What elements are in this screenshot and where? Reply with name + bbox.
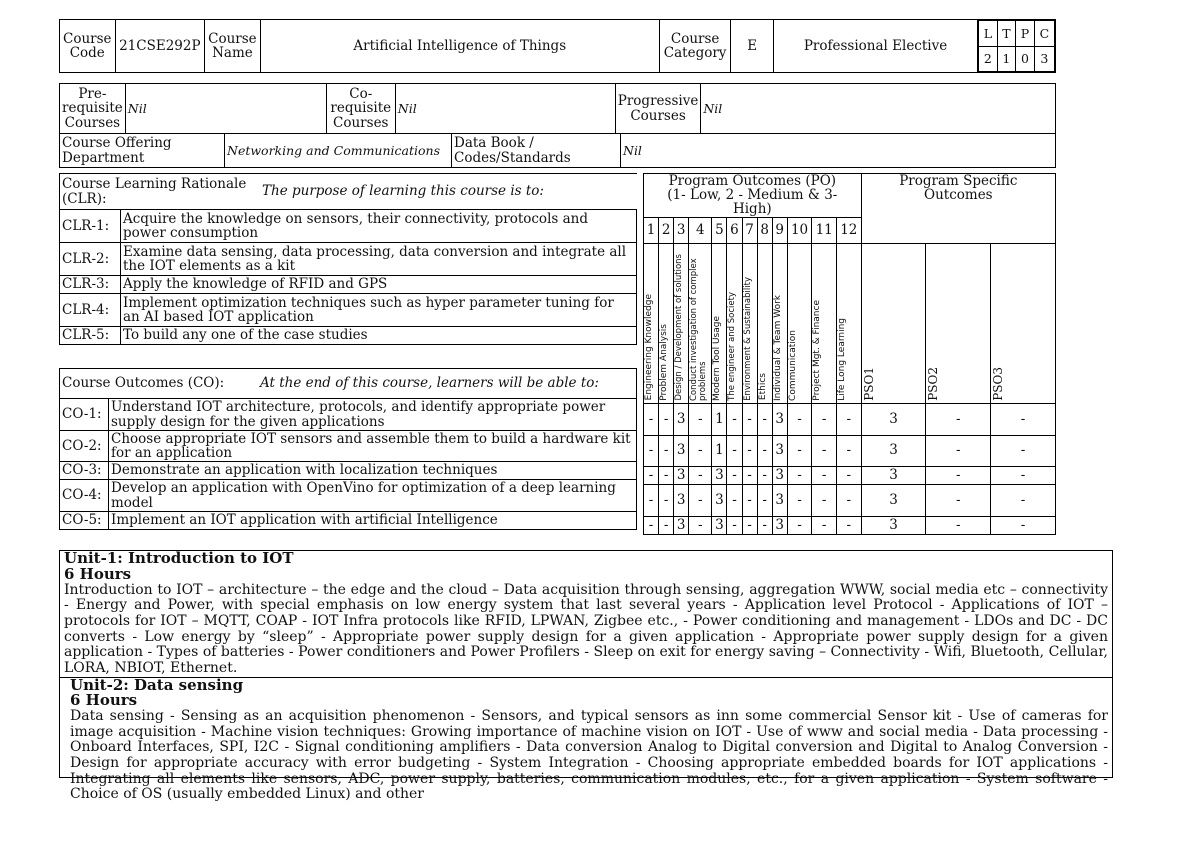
- corequisite-value: Nil: [395, 84, 615, 134]
- po-matrix-cell: -: [926, 435, 991, 466]
- course-name-label: Course Name: [205, 20, 261, 73]
- po-matrix-cell: 3: [674, 484, 689, 516]
- po-matrix-cell: -: [836, 435, 861, 466]
- clr-purpose: The purpose of learning this course is to:: [262, 183, 544, 200]
- po-matrix-cell: 3: [674, 516, 689, 534]
- po-scale: (1- Low, 2 - Medium & 3- High): [667, 187, 838, 218]
- po-matrix-cell: -: [644, 484, 659, 516]
- ltpc-label: P: [1016, 21, 1035, 47]
- po-matrix-cell: 3: [861, 403, 926, 435]
- po-matrix-cell: -: [991, 484, 1056, 516]
- unit-block: [60, 675, 1112, 803]
- po-name: Individual & Team Work: [772, 294, 783, 401]
- pso-name: PSO2: [926, 366, 941, 401]
- clr-text: Acquire the knowledge on sensors, their connectivity, protocols and power consumption: [121, 210, 637, 243]
- course-code-label: Course Code: [60, 20, 116, 73]
- po-matrix-cell: -: [757, 466, 772, 484]
- po-matrix-row: [644, 403, 1056, 435]
- clr-text: Implement optimization techniques such as hyper parameter tuning for an AI based IOT application: [121, 294, 637, 327]
- co-purpose: At the end of this course, learners will be able to:: [260, 375, 599, 392]
- po-matrix-cell: -: [727, 403, 742, 435]
- po-matrix-cell: -: [659, 466, 674, 484]
- clr-code: CLR-5:: [60, 327, 121, 345]
- po-number: 1: [644, 217, 659, 243]
- unit-title: Unit-1: Introduction to IOT: [64, 549, 294, 567]
- po-matrix-cell: 1: [712, 435, 727, 466]
- po-name-cell: [644, 243, 659, 403]
- co-code: CO-5:: [60, 512, 109, 530]
- pso-name-cell: [991, 243, 1056, 403]
- clr-code: CLR-2:: [60, 243, 121, 276]
- po-matrix-cell: -: [689, 516, 712, 534]
- co-text: Choose appropriate IOT sensors and assemble them to build a hardware kit for an application: [109, 431, 637, 462]
- po-matrix-cell: 3: [712, 484, 727, 516]
- po-name-cell: [836, 243, 861, 403]
- clr-text: Examine data sensing, data processing, data conversion and integrate all the IOT elements as a kit: [121, 243, 637, 276]
- po-matrix-cell: -: [787, 516, 812, 534]
- unit-hours: 6 Hours: [70, 691, 138, 710]
- po-matrix-cell: -: [757, 516, 772, 534]
- po-matrix-cell: 3: [712, 466, 727, 484]
- po-matrix-cell: -: [742, 403, 757, 435]
- po-matrix-cell: 3: [674, 466, 689, 484]
- po-matrix-cell: -: [742, 484, 757, 516]
- po-matrix-cell: -: [836, 466, 861, 484]
- po-matrix-cell: -: [689, 435, 712, 466]
- po-matrix-row: [644, 435, 1056, 466]
- po-name-cell: [757, 243, 772, 403]
- po-matrix-cell: -: [787, 403, 812, 435]
- po-matrix-cell: -: [644, 403, 659, 435]
- co-table: [59, 368, 637, 530]
- po-number: 11: [812, 217, 837, 243]
- po-matrix-table: [643, 173, 1056, 535]
- co-code: CO-1:: [60, 399, 109, 431]
- po-matrix-cell: -: [659, 516, 674, 534]
- pso-title: Program Specific Outcomes: [861, 174, 1055, 244]
- corequisite-label: Co-requisite Courses: [326, 84, 395, 134]
- department-value: Networking and Communications: [225, 134, 452, 168]
- po-matrix-cell: -: [926, 403, 991, 435]
- po-matrix-cell: -: [689, 403, 712, 435]
- co-text: Understand IOT architecture, protocols, and identify appropriate power supply design for the given applications: [109, 399, 637, 431]
- po-name: Project Mgt. & Finance: [812, 299, 823, 401]
- po-matrix-cell: 3: [772, 516, 787, 534]
- clr-code: CLR-4:: [60, 294, 121, 327]
- po-name: Modern Tool Usage: [712, 315, 723, 401]
- prerequisite-label: Pre-requisite Courses: [60, 84, 126, 134]
- clr-code: CLR-3:: [60, 276, 121, 294]
- prerequisite-value: Nil: [125, 84, 326, 134]
- po-matrix-row: [644, 516, 1056, 534]
- unit-text: Data sensing - Sensing as an acquisition phenomenon - Sensors, and typical sensors as inn some commercial Sensor kit - Use of cameras for image acquisition - Machine vision techniques: Growing importance of machine vision on IOT - Use of www and social media - Data processing - Onboard Interfaces, SPI, I2C - Signal conditioning amplifiers - Data conversion Analog to Digital conversion and Digital to Analog Conversion - Design for appropriate accuracy with error budgeting - System Integration - Choosing appropriate embedded boards for IOT applications - Integrating all elements like sensors, ADC, power supply, batteries, communication modules, etc., for a given application - System software - Choice of OS (usually embedded Linux) and other: [70, 708, 1108, 803]
- co-header: [60, 369, 637, 399]
- clr-label: Course Learning Rationale (CLR):: [62, 176, 247, 207]
- po-matrix-cell: 3: [712, 516, 727, 534]
- databook-value: Nil: [621, 134, 1056, 168]
- po-matrix-cell: -: [727, 466, 742, 484]
- po-number: 4: [689, 217, 712, 243]
- ltpc-value: 2: [979, 46, 997, 72]
- co-code: CO-2:: [60, 431, 109, 462]
- po-matrix-row: [644, 466, 1056, 484]
- course-category: E: [731, 20, 774, 73]
- co-text: Demonstrate an application with localization techniques: [109, 462, 637, 480]
- co-label: Course Outcomes (CO):: [62, 375, 225, 392]
- po-matrix-row: [644, 484, 1056, 516]
- clr-text: To build any one of the case studies: [121, 327, 637, 345]
- po-matrix-cell: -: [812, 516, 837, 534]
- po-matrix-cell: -: [742, 466, 757, 484]
- course-header-table: [59, 19, 1056, 73]
- po-name-cell: [772, 243, 787, 403]
- po-matrix-cell: 3: [772, 403, 787, 435]
- po-matrix-cell: -: [836, 484, 861, 516]
- clr-header: [60, 174, 637, 210]
- po-matrix-cell: -: [757, 484, 772, 516]
- po-matrix-cell: 3: [861, 435, 926, 466]
- po-name: Life Long Learning: [836, 317, 847, 401]
- co-code: CO-4:: [60, 480, 109, 512]
- co-code: CO-3:: [60, 462, 109, 480]
- po-matrix-cell: 3: [861, 484, 926, 516]
- po-name: Engineering Knowledge: [644, 294, 654, 401]
- pso-name: PSO1: [861, 366, 876, 401]
- ltpc-label: L: [979, 21, 997, 47]
- po-matrix-cell: -: [757, 435, 772, 466]
- unit-title: Unit-2: Data sensing: [70, 675, 244, 694]
- po-matrix-cell: -: [742, 435, 757, 466]
- po-name-cell: [812, 243, 837, 403]
- po-name-cell: [712, 243, 727, 403]
- po-number: 10: [787, 217, 812, 243]
- course-code: 21CSE292P: [115, 20, 205, 73]
- progressive-value: Nil: [701, 84, 1056, 134]
- co-text: Implement an IOT application with artificial Intelligence: [109, 512, 637, 530]
- po-matrix-cell: 3: [674, 435, 689, 466]
- department-table: [59, 133, 1056, 168]
- po-matrix-cell: -: [727, 435, 742, 466]
- clr-code: CLR-1:: [60, 210, 121, 243]
- po-matrix-cell: -: [926, 466, 991, 484]
- ltpc-label: C: [1034, 21, 1054, 47]
- po-matrix-cell: -: [836, 516, 861, 534]
- pso-name: PSO3: [991, 366, 1006, 401]
- co-text: Develop an application with OpenVino for optimization of a deep learning model: [109, 480, 637, 512]
- po-title: Program Outcomes (PO): [668, 173, 837, 189]
- ltpc-value: 0: [1016, 46, 1035, 72]
- clr-text: Apply the knowledge of RFID and GPS: [121, 276, 637, 294]
- clr-table: [59, 173, 637, 345]
- po-number: 7: [742, 217, 757, 243]
- po-matrix-cell: -: [787, 466, 812, 484]
- po-matrix-cell: -: [727, 484, 742, 516]
- po-name: Communication: [787, 329, 798, 401]
- po-matrix-cell: -: [659, 484, 674, 516]
- po-matrix-cell: -: [689, 466, 712, 484]
- po-name-cell: [674, 243, 689, 403]
- po-matrix-cell: -: [787, 484, 812, 516]
- course-name: Artificial Intelligence of Things: [260, 20, 659, 73]
- po-matrix-cell: -: [812, 435, 837, 466]
- po-matrix-cell: 1: [712, 403, 727, 435]
- unit-block: [60, 551, 1112, 677]
- po-name: Conduct investigation of complex problems: [689, 257, 709, 401]
- po-matrix-cell: 3: [861, 516, 926, 534]
- po-matrix-body: [644, 403, 1056, 534]
- po-matrix-cell: -: [659, 403, 674, 435]
- ltpc-table: [978, 20, 1055, 72]
- po-matrix-cell: -: [644, 466, 659, 484]
- po-number: 12: [836, 217, 861, 243]
- po-matrix-cell: -: [644, 435, 659, 466]
- po-matrix-cell: -: [757, 403, 772, 435]
- po-number: 9: [772, 217, 787, 243]
- po-matrix-cell: -: [991, 466, 1056, 484]
- po-name-cell: [727, 243, 742, 403]
- po-matrix-cell: -: [812, 484, 837, 516]
- po-matrix-cell: 3: [772, 484, 787, 516]
- databook-label: Data Book / Codes/Standards: [452, 134, 621, 168]
- po-name: Environment & Sustainability: [742, 276, 753, 401]
- pso-name-cell: [926, 243, 991, 403]
- po-matrix-cell: -: [727, 516, 742, 534]
- ltpc-label: T: [997, 21, 1016, 47]
- po-matrix-cell: -: [926, 516, 991, 534]
- ltpc-value: 3: [1034, 46, 1054, 72]
- po-name: The engineer and Society: [727, 291, 738, 401]
- po-matrix-cell: 3: [772, 466, 787, 484]
- ltpc-value: 1: [997, 46, 1016, 72]
- po-matrix-cell: -: [991, 435, 1056, 466]
- po-matrix-cell: -: [991, 403, 1056, 435]
- po-name-cell: [787, 243, 812, 403]
- po-matrix-cell: -: [644, 516, 659, 534]
- po-matrix-cell: -: [991, 516, 1056, 534]
- po-matrix-cell: 3: [861, 466, 926, 484]
- po-header: [644, 174, 862, 218]
- course-category-name: Professional Elective: [773, 20, 977, 73]
- po-matrix-cell: -: [812, 403, 837, 435]
- po-name-row: [644, 243, 1056, 403]
- po-matrix-cell: -: [659, 435, 674, 466]
- po-number: 3: [674, 217, 689, 243]
- po-name: Problem Analysis: [659, 323, 670, 401]
- ltpc-cell: [978, 20, 1056, 73]
- po-number: 6: [727, 217, 742, 243]
- po-matrix-cell: -: [742, 516, 757, 534]
- po-number: 8: [757, 217, 772, 243]
- po-matrix-cell: -: [836, 403, 861, 435]
- po-number: 2: [659, 217, 674, 243]
- po-matrix-cell: -: [689, 484, 712, 516]
- prerequisite-table: [59, 83, 1056, 134]
- unit-text: Introduction to IOT – architecture – the edge and the cloud – Data acquisition through sensing, aggregation WWW, social media etc – connectivity - Energy and Power, with special emphasis on low energy system that last several years - Application level Protocol - Applications of IOT – protocols for IOT – MQTT, COAP - IOT Infra protocols like RFID, LPWAN, Zigbee etc., - Power conditioning and management - LDOs and DC - DC converts - Low energy by “sleep” - Appropriate power supply design for a given application - Appropriate power supply design for a given application - Types of batteries - Power conditioners and Power Profilers - Sleep on exit for energy saving – Connectivity - Wifi, Bluetooth, Cellular, LORA, NBIOT, Ethernet.: [64, 581, 1108, 676]
- po-name-cell: [742, 243, 757, 403]
- department-label: Course Offering Department: [60, 134, 225, 168]
- progressive-label: Progressive Courses: [615, 84, 701, 134]
- po-matrix-cell: -: [926, 484, 991, 516]
- course-category-label: Course Category: [659, 20, 731, 73]
- po-matrix-cell: -: [812, 466, 837, 484]
- po-name-cell: [659, 243, 674, 403]
- po-matrix-cell: 3: [772, 435, 787, 466]
- po-name: Ethics: [757, 373, 768, 401]
- po-number: 5: [712, 217, 727, 243]
- unit-hours: 6 Hours: [64, 564, 132, 583]
- po-name: Design / Development of solutions: [674, 253, 685, 401]
- po-matrix-cell: -: [787, 435, 812, 466]
- po-matrix-cell: 3: [674, 403, 689, 435]
- pso-name-cell: [861, 243, 926, 403]
- po-name-cell: [689, 243, 712, 403]
- units-section: [59, 549, 1113, 803]
